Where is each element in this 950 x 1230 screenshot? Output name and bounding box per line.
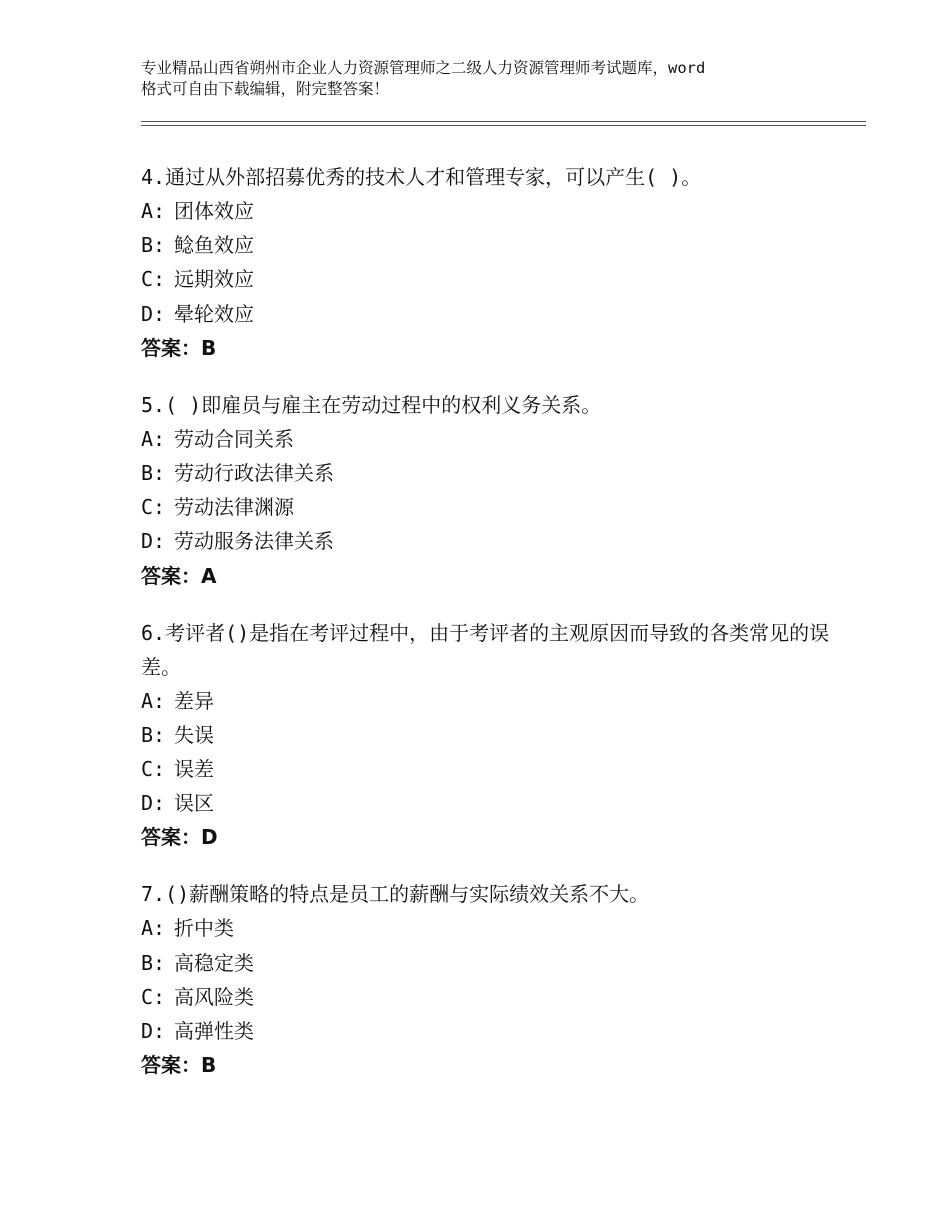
option-b bbox=[141, 228, 831, 262]
option-d bbox=[141, 297, 831, 331]
question-6 bbox=[141, 616, 831, 855]
option-c bbox=[141, 752, 831, 786]
option-key: B: bbox=[141, 722, 166, 747]
option-d bbox=[141, 786, 831, 820]
option-key: D: bbox=[141, 529, 166, 554]
option-text: 差异 bbox=[174, 688, 214, 713]
option-a bbox=[141, 911, 831, 945]
option-c bbox=[141, 490, 831, 524]
option-text: 失误 bbox=[174, 722, 214, 747]
option-text: 高稳定类 bbox=[174, 950, 254, 975]
option-key: B: bbox=[141, 461, 166, 486]
question-7 bbox=[141, 877, 831, 1082]
option-a bbox=[141, 684, 831, 718]
question-stem: 5.( )即雇员与雇主在劳动过程中的权利义务关系。 bbox=[141, 392, 602, 417]
option-d bbox=[141, 1014, 831, 1048]
question-list bbox=[141, 160, 831, 1105]
option-text: 高弹性类 bbox=[174, 1019, 254, 1044]
option-text: 劳动行政法律关系 bbox=[174, 461, 334, 486]
option-c bbox=[141, 980, 831, 1014]
option-key: D: bbox=[141, 301, 166, 326]
option-text: 高风险类 bbox=[174, 984, 254, 1009]
option-key: B: bbox=[141, 950, 166, 975]
option-key: C: bbox=[141, 984, 166, 1009]
question-stem: 4.通过从外部招募优秀的技术人才和管理专家，可以产生( )。 bbox=[141, 165, 702, 189]
option-text: 团体效应 bbox=[174, 199, 254, 223]
option-text: 误区 bbox=[174, 791, 214, 816]
option-a bbox=[141, 422, 831, 456]
question-4 bbox=[141, 160, 831, 365]
option-b bbox=[141, 946, 831, 980]
option-key: C: bbox=[141, 495, 166, 520]
header-line-2: 格式可自由下载编辑，附完整答案！ bbox=[141, 80, 390, 98]
question-stem: 6.考评者()是指在考评过程中，由于考评者的主观原因而导致的各类常见的误差。 bbox=[141, 620, 830, 679]
document-header bbox=[141, 58, 841, 100]
question-stem: 7.()薪酬策略的特点是员工的薪酬与实际绩效关系不大。 bbox=[141, 882, 650, 907]
option-key: A: bbox=[141, 916, 166, 941]
option-key: C: bbox=[141, 267, 166, 292]
option-text: 劳动服务法律关系 bbox=[174, 529, 334, 554]
answer-line: 答案：B bbox=[141, 1053, 217, 1078]
option-key: A: bbox=[141, 199, 166, 223]
option-text: 折中类 bbox=[174, 916, 234, 941]
answer-line: 答案：B bbox=[141, 335, 217, 360]
option-key: A: bbox=[141, 426, 166, 451]
option-d bbox=[141, 524, 831, 558]
option-key: C: bbox=[141, 757, 166, 782]
option-text: 鲶鱼效应 bbox=[174, 233, 254, 258]
question-5 bbox=[141, 388, 831, 593]
option-key: D: bbox=[141, 791, 166, 816]
option-c bbox=[141, 262, 831, 296]
header-divider-bottom bbox=[141, 125, 866, 126]
header-line-1: 专业精品山西省朔州市企业人力资源管理师之二级人力资源管理师考试题库，word bbox=[141, 59, 706, 77]
option-key: D: bbox=[141, 1019, 166, 1044]
option-text: 劳动合同关系 bbox=[174, 426, 294, 451]
option-b bbox=[141, 456, 831, 490]
header-divider-top bbox=[141, 121, 866, 122]
answer-line: 答案：A bbox=[141, 563, 217, 588]
option-key: B: bbox=[141, 233, 166, 258]
option-b bbox=[141, 718, 831, 752]
option-text: 误差 bbox=[174, 757, 214, 782]
option-text: 远期效应 bbox=[174, 267, 254, 292]
answer-line: 答案：D bbox=[141, 825, 218, 850]
option-key: A: bbox=[141, 688, 166, 713]
option-text: 晕轮效应 bbox=[174, 301, 254, 326]
option-a bbox=[141, 194, 831, 228]
option-text: 劳动法律渊源 bbox=[174, 495, 294, 520]
